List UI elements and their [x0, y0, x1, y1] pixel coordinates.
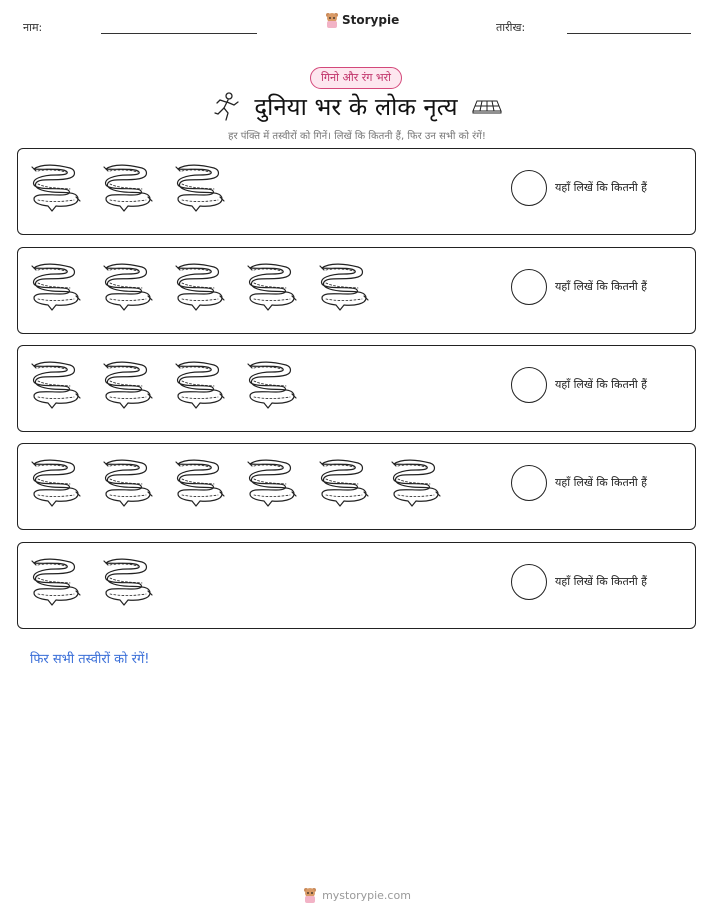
answer-label: यहाँ लिखें कि कितनी हैं: [555, 181, 648, 194]
ribbon-group: [28, 456, 443, 512]
dancer-icon: [212, 92, 240, 122]
answer-label: यहाँ लिखें कि कितनी हैं: [555, 378, 648, 391]
name-label: नाम:: [23, 21, 43, 34]
ribbon-scroll-icon: [172, 358, 227, 414]
bear-mascot-icon: [303, 887, 317, 903]
ribbon-scroll-icon: [172, 260, 227, 316]
ribbon-scroll-icon: [28, 358, 83, 414]
ribbon-scroll-icon: [28, 161, 83, 217]
ribbon-scroll-icon: [28, 456, 83, 512]
answer-circle[interactable]: [511, 564, 547, 600]
instructions: हर पंक्ति में तस्वीरों को गिनें। लिखें कि कितनी हैं, फिर उन सभी को रंगें!: [228, 131, 486, 142]
ribbon-scroll-icon: [388, 456, 443, 512]
answer-label: यहाँ लिखें कि कितनी हैं: [555, 476, 648, 489]
bear-mascot-icon: [325, 12, 339, 28]
count-row-3: [17, 345, 696, 432]
count-row-4: [17, 443, 696, 530]
ribbon-scroll-icon: [316, 260, 371, 316]
brand-logo: [325, 12, 399, 28]
ribbon-group: [28, 555, 155, 611]
ribbon-scroll-icon: [172, 456, 227, 512]
date-label: तारीख:: [496, 21, 526, 34]
count-row-2: [17, 247, 696, 334]
ribbon-scroll-icon: [28, 555, 83, 611]
ribbon-scroll-icon: [100, 161, 155, 217]
answer-circle[interactable]: [511, 170, 547, 206]
activity-tag: गिनो और रंग भरो: [310, 67, 402, 89]
ribbon-group: [28, 161, 227, 217]
name-write-line[interactable]: [101, 33, 257, 34]
count-row-1: [17, 148, 696, 235]
title-row: [0, 90, 714, 123]
answer-label: यहाँ लिखें कि कितनी हैं: [555, 575, 648, 588]
ribbon-scroll-icon: [244, 260, 299, 316]
ribbon-scroll-icon: [28, 260, 83, 316]
dance-floor-icon: [472, 99, 502, 115]
ribbon-scroll-icon: [100, 358, 155, 414]
answer-circle[interactable]: [511, 367, 547, 403]
ribbon-scroll-icon: [244, 358, 299, 414]
site-footer: [0, 887, 714, 903]
brand-name: Storypie: [342, 13, 400, 27]
footer-instruction: फिर सभी तस्वीरों को रंगें!: [30, 652, 150, 667]
ribbon-scroll-icon: [100, 456, 155, 512]
answer-label: यहाँ लिखें कि कितनी हैं: [555, 280, 648, 293]
site-url: mystorypie.com: [322, 888, 411, 902]
ribbon-scroll-icon: [100, 260, 155, 316]
answer-circle[interactable]: [511, 465, 547, 501]
ribbon-scroll-icon: [100, 555, 155, 611]
ribbon-scroll-icon: [316, 456, 371, 512]
count-row-5: [17, 542, 696, 629]
ribbon-scroll-icon: [172, 161, 227, 217]
ribbon-group: [28, 358, 299, 414]
ribbon-scroll-icon: [244, 456, 299, 512]
ribbon-group: [28, 260, 371, 316]
page-title: दुनिया भर के लोक नृत्य: [254, 93, 458, 121]
answer-circle[interactable]: [511, 269, 547, 305]
date-write-line[interactable]: [567, 33, 691, 34]
